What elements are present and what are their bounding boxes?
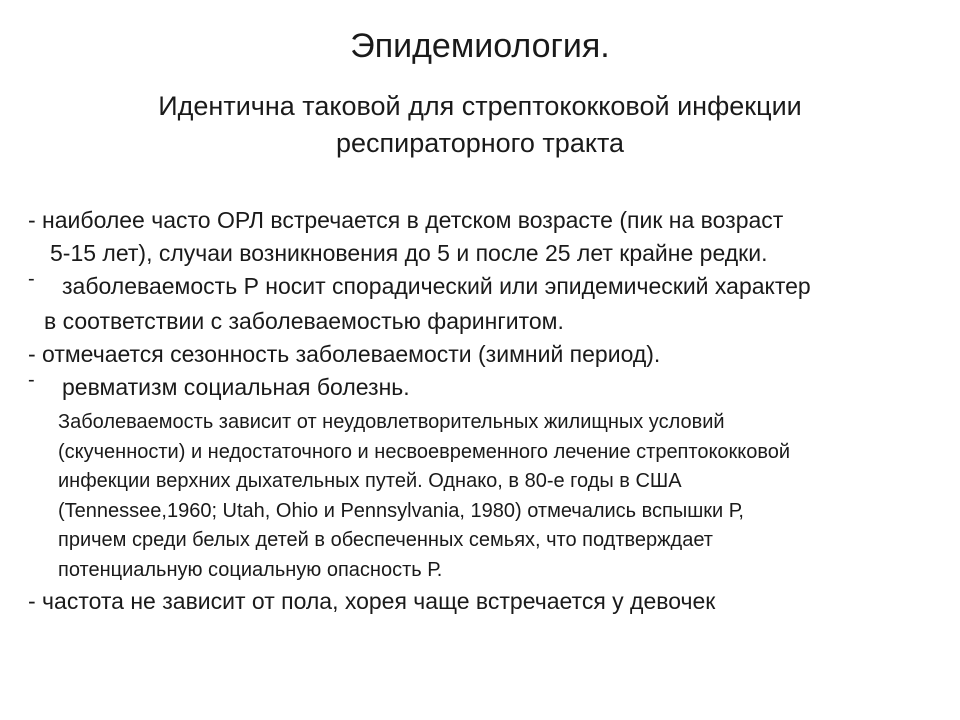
subtitle-line: респираторного тракта	[335, 128, 625, 158]
bullet-2-line-1	[28, 270, 948, 305]
detail-paragraph	[28, 408, 948, 585]
bullet-1-line-2: 5-15 лет), случаи возникновения до 5 и после 25 лет крайне редки.	[50, 240, 768, 266]
detail-line: потенциальную социальную опасность Р.	[58, 558, 443, 581]
bullet-4-line-1	[28, 371, 948, 406]
detail-line: причем среди белых детей в обеспеченных семьях, что подтверждает	[58, 529, 713, 551]
bullet-5-line-1: - частота не зависит от пола, хорея чаще встречается у девочек	[28, 588, 716, 614]
bullet-marker: -	[28, 369, 35, 391]
bullet-marker: -	[28, 268, 35, 290]
bullet-1-line-1: - наиболее часто ОРЛ встречается в детском возрасте (пик на возраст	[28, 207, 784, 233]
slide-subtitle	[60, 88, 900, 162]
detail-line: инфекции верхних дыхательных путей. Однако, в 80-е годы в США	[58, 470, 682, 492]
bullet-2-line-2: в соответствии с заболеваемостью фарингитом.	[44, 308, 564, 334]
slide-title: Эпидемиология.	[350, 27, 610, 65]
subtitle-line: Идентична таковой для стрептококковой инфекции	[158, 91, 802, 121]
bullet-2-text: заболеваемость Р носит спорадический или эпидемический характер	[62, 273, 811, 299]
detail-line: (Tennessee,1960; Utah, Ohio и Pennsylvania, 1980) отмечались вспышки Р,	[58, 499, 744, 522]
bullet-3-line-1: - отмечается сезонность заболеваемости (зимний период).	[28, 341, 661, 367]
detail-line: (скученности) и недостаточного и несвоевременного лечение стрептококковой	[58, 440, 791, 463]
detail-line: Заболеваемость зависит от неудовлетворительных жилищных условий	[58, 411, 725, 433]
bullet-4-text: ревматизм социальная болезнь.	[62, 374, 410, 400]
slide-body	[28, 204, 948, 618]
